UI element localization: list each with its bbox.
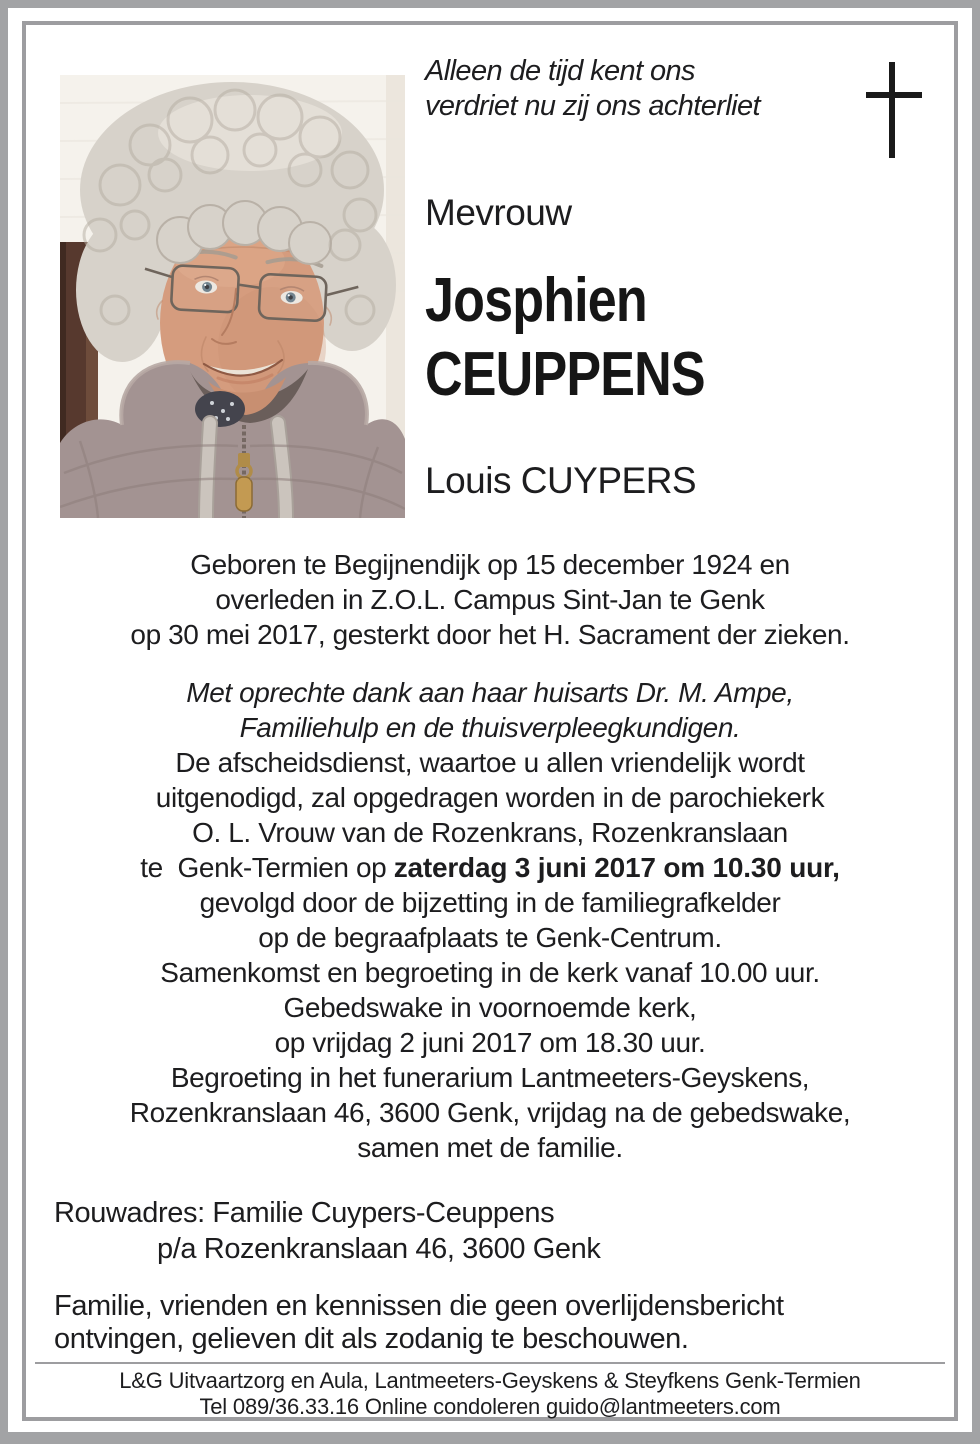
body-line: samen met de familie. xyxy=(357,1132,623,1163)
announcement-body xyxy=(38,547,942,1188)
body-line: De afscheidsdienst, waartoe u allen vriendelijk wordt xyxy=(175,747,805,778)
quote-line: verdriet nu zij ons achterliet xyxy=(425,90,760,122)
mourning-address-line: Rouwadres: Familie Cuypers-Ceuppens xyxy=(54,1197,555,1229)
service-date-line xyxy=(38,850,942,885)
announcement-card xyxy=(8,8,972,1432)
service-date-bold: zaterdag 3 juni 2017 om 10.30 uur, xyxy=(393,852,840,883)
deceased-first-name: Josphien xyxy=(425,266,647,335)
thanks-line: Familiehulp en de thuisverpleegkundigen. xyxy=(239,712,741,743)
service-date-prefix: te Genk-Termien op xyxy=(140,852,394,883)
spouse-name: Louis CUYPERS xyxy=(425,460,697,501)
footer-divider xyxy=(35,1362,945,1364)
body-line: op 30 mei 2017, gesterkt door het H. Sacrament der zieken. xyxy=(130,619,850,650)
mourning-address-line: p/a Rozenkranslaan 46, 3600 Genk xyxy=(157,1233,601,1265)
funeral-home-footer xyxy=(35,1368,945,1420)
body-line: gevolgd door de bijzetting in de familiegrafkelder xyxy=(199,887,781,918)
body-line: Samenkomst en begroeting in de kerk vanaf 10.00 uur. xyxy=(160,957,820,988)
body-line: Gebedswake in voornoemde kerk, xyxy=(283,992,697,1023)
salutation: Mevrouw xyxy=(425,192,572,233)
memorial-quote xyxy=(425,54,760,124)
footer-line: Tel 089/36.33.16 Online condoleren guido@lantmeeters.com xyxy=(199,1394,781,1419)
notice-line: Familie, vrienden en kennissen die geen overlijdensbericht xyxy=(54,1290,784,1322)
mourning-address xyxy=(54,1195,600,1267)
portrait-photo xyxy=(60,75,405,518)
cross-horizontal-bar xyxy=(866,92,922,98)
service-paragraph xyxy=(38,675,942,1165)
notice-line: ontvingen, gelieven dit als zodanig te beschouwen. xyxy=(54,1323,689,1355)
cross-icon xyxy=(866,62,922,158)
cross-vertical-bar xyxy=(889,62,895,158)
body-line: O. L. Vrouw van de Rozenkrans, Rozenkranslaan xyxy=(192,817,788,848)
general-notice xyxy=(54,1290,784,1356)
deceased-last-name: CEUPPENS xyxy=(425,340,705,409)
deceased-name xyxy=(425,264,705,412)
footer-line: L&G Uitvaartzorg en Aula, Lantmeeters-Geyskens & Steyfkens Genk-Termien xyxy=(119,1368,861,1393)
birth-death-paragraph xyxy=(38,547,942,652)
quote-line: Alleen de tijd kent ons xyxy=(425,55,695,87)
body-line: op vrijdag 2 juni 2017 om 18.30 uur. xyxy=(274,1027,706,1058)
body-line: Begroeting in het funerarium Lantmeeters-Geyskens, xyxy=(170,1062,810,1093)
body-line: uitgenodigd, zal opgedragen worden in de parochiekerk xyxy=(155,782,825,813)
body-line: Geboren te Begijnendijk op 15 december 1924 en xyxy=(190,549,790,580)
body-line: op de begraafplaats te Genk-Centrum. xyxy=(258,922,722,953)
thanks-line: Met oprechte dank aan haar huisarts Dr. M. Ampe, xyxy=(186,677,794,708)
body-line: Rozenkranslaan 46, 3600 Genk, vrijdag na de gebedswake, xyxy=(129,1097,851,1128)
body-line: overleden in Z.O.L. Campus Sint-Jan te Genk xyxy=(215,584,765,615)
